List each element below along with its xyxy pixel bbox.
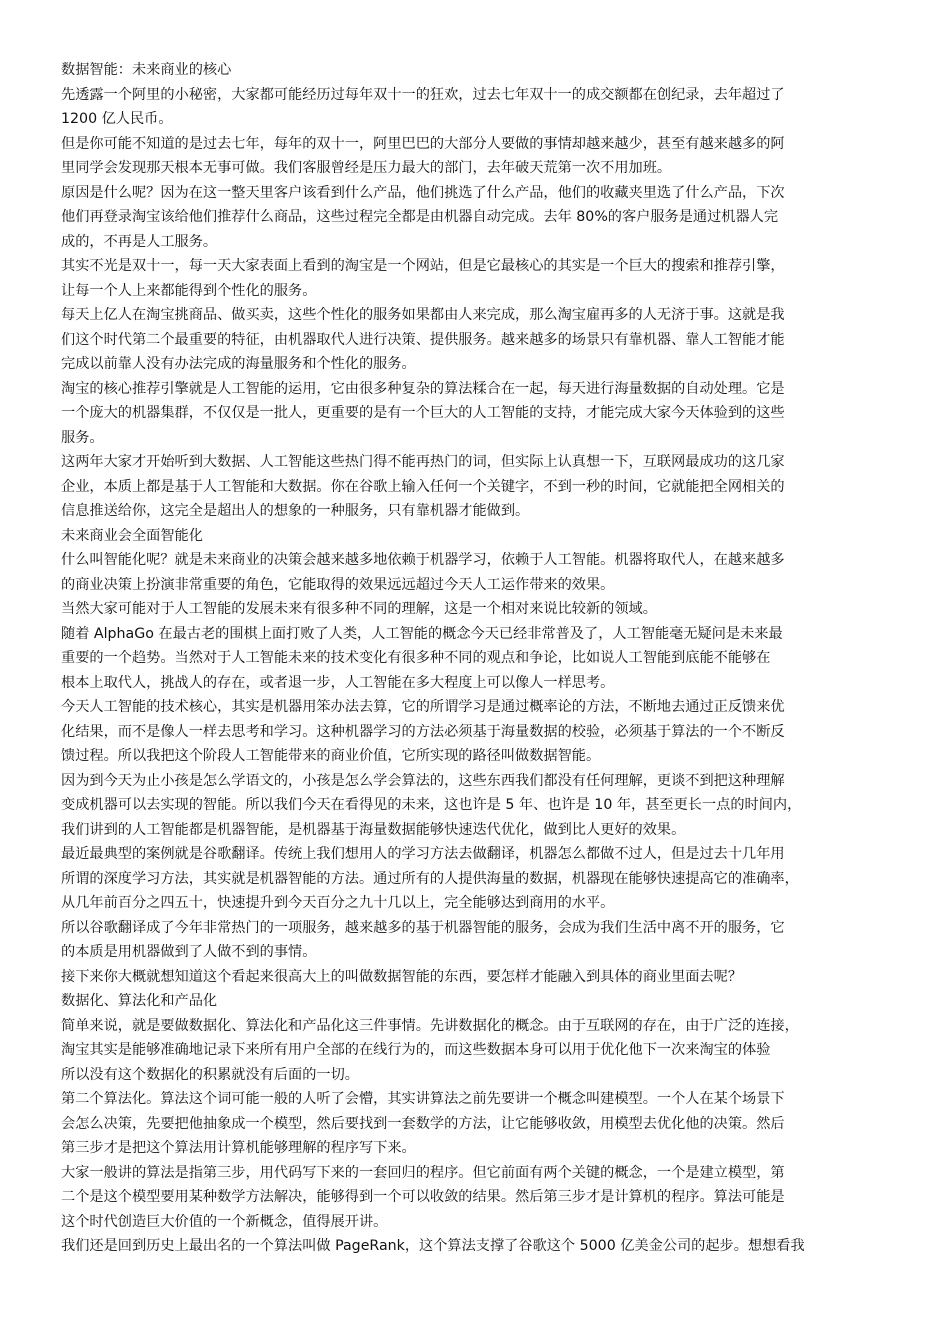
text-line: 最近最典型的案例就是谷歌翻译。传统上我们想用人的学习方法去做翻译，机器怎么都做不过人，但是过去十几年用 <box>61 846 785 862</box>
text-line: 大家一般讲的算法是指第三步，用代码写下来的一套回归的程序。但它前面有两个关键的概念，一个是建立模型，第 <box>61 1164 785 1181</box>
text-line: 变成机器可以去实现的智能。所以我们今天在看得见的未来，这也许是 5 年、也许是 10 年，甚至更长一点的时间内， <box>61 797 802 813</box>
text-line: 每天上亿人在淘宝挑商品、做买卖，这些个性化的服务如果都由人来完成，那么淘宝雇再多的人无济于事。这就是我 <box>61 307 785 323</box>
text-line: 从几年前百分之四五十，快速提升到今天百分之九十几以上，完全能够达到商用的水平。 <box>61 895 615 911</box>
text-line: 里同学会发现那天根本无事可做。我们客服曾经是压力最大的部门，去年破天荒第一次不用加班。 <box>61 160 672 176</box>
text-line: 随着 AlphaGo 在最古老的围棋上面打败了人类，人工智能的概念今天已经非常普及了，人工智能毫无疑问是未来最 <box>61 625 783 642</box>
text-line: 信息推送给你，这完全是超出人的想象的一种服务，只有靠机器才能做到。 <box>61 503 530 519</box>
text-line: 完成以前靠人没有办法完成的海量服务和个性化的服务。 <box>61 356 416 372</box>
text-line: 简单来说，就是要做数据化、算法化和产品化这三件事情。先讲数据化的概念。由于互联网的存在，由于广泛的连接， <box>61 1017 799 1034</box>
text-line: 淘宝其实是能够准确地记录下来所有用户全部的在线行为的，而这些数据本身可以用于优化他下一次来淘宝的体验 <box>61 1042 771 1058</box>
section-heading: 数据智能：未来商业的核心 <box>61 62 232 78</box>
text-line: 所以没有这个数据化的积累就没有后面的一切。 <box>61 1066 359 1083</box>
text-line: 当然大家可能对于人工智能的发展未来有很多种不同的理解，这是一个相对来说比较新的领域。 <box>61 601 657 617</box>
text-line: 会怎么决策，先要把他抽象成一个模型，然后要找到一套数学的方法，让它能够收敛，用模型去优化他的决策。然后 <box>61 1115 785 1132</box>
text-line: 先透露一个阿里的小秘密，大家都可能经历过每年双十一的狂欢，过去七年双十一的成交额都在创纪录，去年超过了 <box>61 86 785 103</box>
text-line: 根本上取代人，挑战人的存在，或者退一步，人工智能在多大程度上可以像人一样思考。 <box>61 674 615 691</box>
text-line: 所以谷歌翻译成了今年非常热门的一项服务，越来越多的基于机器智能的服务，会成为我们生活中离不开的服务，它 <box>61 919 785 936</box>
text-line: 什么叫智能化呢？就是未来商业的决策会越来越多地依赖于机器学习，依赖于人工智能。机器将取代人，在越来越多 <box>61 552 785 568</box>
section-heading: 数据化、算法化和产品化 <box>61 993 218 1009</box>
text-line: 但是你可能不知道的是过去七年，每年的双十一，阿里巴巴的大部分人要做的事情却越来越少，甚至有越来越多的阿 <box>61 135 785 152</box>
text-line: 馈过程。所以我把这个阶段人工智能带来的商业价值，它所实现的路径叫做数据智能。 <box>61 748 601 764</box>
section-heading: 未来商业会全面智能化 <box>61 527 203 544</box>
text-line: 淘宝的核心推荐引擎就是人工智能的运用，它由很多种复杂的算法糅合在一起，每天进行海量数据的自动处理。它是 <box>61 380 785 397</box>
text-line: 我们还是回到历史上最出名的一个算法叫做 PageRank，这个算法支撑了谷歌这个 5000 亿美金公司的起步。想想看我 <box>61 1238 805 1254</box>
text-line: 让每一个人上来都能得到个性化的服务。 <box>61 282 317 299</box>
text-line: 化结果，而不是像人一样去思考和学习。这种机器学习的方法必须基于海量数据的校验，必须基于算法的一个不断反 <box>61 723 785 740</box>
text-line: 第二个算法化。算法这个词可能一般的人听了会懵，其实讲算法之前先要讲一个概念叫建模型。一个人在某个场景下 <box>61 1091 785 1107</box>
text-line: 他们再登录淘宝该给他们推荐什么商品，这些过程完全都是由机器自动完成。去年 80%的客户服务是通过机器人完 <box>61 209 779 225</box>
text-line: 所谓的深度学习方法，其实就是机器智能的方法。通过所有的人提供海量的数据，机器现在能够快速提高它的准确率， <box>61 870 799 887</box>
text-line: 因为到今天为止小孩是怎么学语文的，小孩是怎么学会算法的，这些东西我们都没有任何理解，更谈不到把这种理解 <box>61 772 785 789</box>
text-line: 企业，本质上都是基于人工智能和大数据。你在谷歌上输入任何一个关键字，不到一秒的时间，它就能把全网相关的 <box>61 478 785 495</box>
text-line: 接下来你大概就想知道这个看起来很高大上的叫做数据智能的东西，要怎样才能融入到具体的商业里面去呢？ <box>61 968 743 985</box>
text-line: 我们讲到的人工智能都是机器智能，是机器基于海量数据能够快速迭代优化，做到比人更好的效果。 <box>61 821 686 838</box>
text-line: 的商业决策上扮演非常重要的角色，它能取得的效果远远超过今天人工运作带来的效果。 <box>61 576 615 593</box>
text-line: 二个是这个模型要用某种数学方法解决，能够得到一个可以收敛的结果。然后第三步才是计算机的程序。算法可能是 <box>61 1189 785 1205</box>
text-line: 第三步才是把这个算法用计算机能够理解的程序写下来。 <box>61 1140 416 1156</box>
text-line: 重要的一个趋势。当然对于人工智能未来的技术变化有很多种不同的观点和争论，比如说人工智能到底能不能够在 <box>61 650 771 666</box>
text-line: 其实不光是双十一，每一天大家表面上看到的淘宝是一个网站，但是它最核心的其实是一个巨大的搜索和推荐引擎， <box>61 258 785 274</box>
document-page <box>61 58 897 1259</box>
text-line: 成的，不再是人工服务。 <box>61 233 218 250</box>
text-line: 的本质是用机器做到了人做不到的事情。 <box>61 944 317 960</box>
text-line: 服务。 <box>61 429 104 446</box>
text-line: 这个时代创造巨大价值的一个新概念，值得展开讲。 <box>61 1213 388 1230</box>
text-line: 1200 亿人民币。 <box>61 111 173 127</box>
text-line: 今天人工智能的技术核心，其实是机器用笨办法去算，它的所谓学习是通过概率论的方法，不断地去通过正反馈来优 <box>61 699 785 715</box>
text-line: 一个庞大的机器集群，不仅仅是一批人，更重要的是有一个巨大的人工智能的支持，才能完成大家今天体验到的这些 <box>61 405 785 421</box>
text-line: 这两年大家才开始听到大数据、人工智能这些热门得不能再热门的词，但实际上认真想一下，互联网最成功的这几家 <box>61 454 785 470</box>
text-line: 原因是什么呢？因为在这一整天里客户该看到什么产品，他们挑选了什么产品，他们的收藏夹里选了什么产品，下次 <box>61 184 785 201</box>
text-line: 们这个时代第二个最重要的特征，由机器取代人进行决策、提供服务。越来越多的场景只有靠机器、靠人工智能才能 <box>61 331 785 348</box>
